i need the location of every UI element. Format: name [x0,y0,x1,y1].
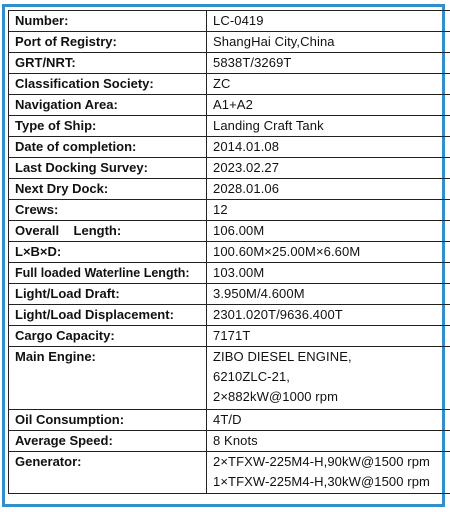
value-line: 3.950M/4.600M [213,286,305,301]
label-navigation-area: Navigation Area: [9,95,207,116]
value-line: ShangHai City,China [213,34,335,49]
row-number [9,11,450,32]
row-average-speed [9,431,450,452]
label-next-dry-dock: Next Dry Dock: [9,179,207,200]
row-waterline-length [9,263,450,284]
value-number [207,11,450,32]
value-light-load-draft [207,284,450,305]
label-light-load-draft: Light/Load Draft: [9,284,207,305]
value-port-of-registry [207,32,450,53]
value-line: 2×882kW@1000 rpm [213,389,338,404]
spec-sheet-frame [2,4,445,507]
label-average-speed: Average Speed: [9,431,207,452]
label-number: Number: [9,11,207,32]
value-classification-society [207,74,450,95]
value-oil-consumption [207,410,450,431]
value-line: 12 [213,202,228,217]
label-crews: Crews: [9,200,207,221]
label-waterline-length: Full loaded Waterline Length: [9,263,207,284]
label-last-docking-survey: Last Docking Survey: [9,158,207,179]
value-line: 5838T/3269T [213,55,292,70]
value-light-load-displacement [207,305,450,326]
value-line: 6210ZLC-21, [213,369,290,384]
row-classification-society [9,74,450,95]
value-average-speed [207,431,450,452]
value-line: Landing Craft Tank [213,118,324,133]
value-waterline-length [207,263,450,284]
row-main-engine [9,347,450,410]
row-dimensions [9,242,450,263]
label-light-load-displacement: Light/Load Displacement: [9,305,207,326]
label-grt-nrt: GRT/NRT: [9,53,207,74]
value-line: 2×TFXW-225M4-H,90kW@1500 rpm [213,454,430,469]
label-port-of-registry: Port of Registry: [9,32,207,53]
ship-spec-table [8,10,450,494]
label-overall-length: Overall Length: [9,221,207,242]
label-classification-society: Classification Society: [9,74,207,95]
value-cargo-capacity [207,326,450,347]
value-next-dry-dock [207,179,450,200]
label-oil-consumption: Oil Consumption: [9,410,207,431]
value-line: 2023.02.27 [213,160,280,175]
value-navigation-area [207,95,450,116]
value-overall-length [207,221,450,242]
value-last-docking-survey [207,158,450,179]
row-grt-nrt [9,53,450,74]
value-line: 4T/D [213,412,242,427]
row-crews [9,200,450,221]
value-line: 100.60M×25.00M×6.60M [213,244,361,259]
row-type-of-ship [9,116,450,137]
value-line: 1×TFXW-225M4-H,30kW@1500 rpm [213,474,430,489]
row-navigation-area [9,95,450,116]
value-main-engine [207,347,450,410]
row-date-of-completion [9,137,450,158]
value-line: 103.00M [213,265,265,280]
row-oil-consumption [9,410,450,431]
value-grt-nrt [207,53,450,74]
row-port-of-registry [9,32,450,53]
label-date-of-completion: Date of completion: [9,137,207,158]
label-dimensions: L×B×D: [9,242,207,263]
value-line: ZC [213,76,231,91]
value-date-of-completion [207,137,450,158]
value-generator [207,452,450,494]
label-cargo-capacity: Cargo Capacity: [9,326,207,347]
value-line: 7171T [213,328,251,343]
row-next-dry-dock [9,179,450,200]
row-last-docking-survey [9,158,450,179]
row-cargo-capacity [9,326,450,347]
value-line: 8 Knots [213,433,258,448]
value-crews [207,200,450,221]
row-generator [9,452,450,494]
row-light-load-displacement [9,305,450,326]
row-overall-length [9,221,450,242]
value-line: LC-0419 [213,13,264,28]
value-dimensions [207,242,450,263]
label-main-engine: Main Engine: [9,347,207,410]
value-line: 2028.01.06 [213,181,280,196]
label-generator: Generator: [9,452,207,494]
value-line: A1+A2 [213,97,253,112]
value-line: 106.00M [213,223,265,238]
label-type-of-ship: Type of Ship: [9,116,207,137]
value-line: ZIBO DIESEL ENGINE, [213,349,352,364]
value-line: 2301.020T/9636.400T [213,307,343,322]
value-line: 2014.01.08 [213,139,280,154]
value-type-of-ship [207,116,450,137]
row-light-load-draft [9,284,450,305]
